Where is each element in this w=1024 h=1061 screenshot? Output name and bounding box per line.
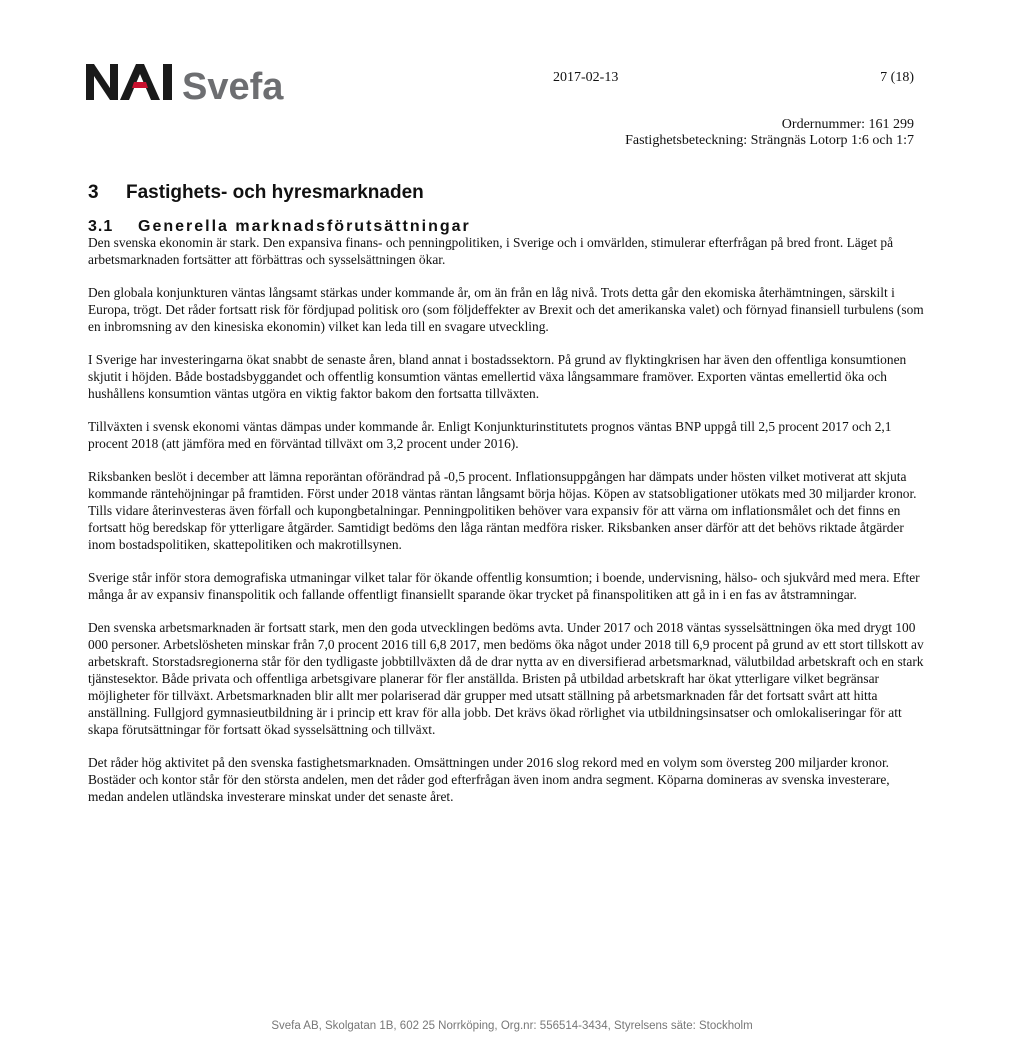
- document-date: 2017-02-13: [553, 70, 619, 85]
- paragraph: Den svenska arbetsmarknaden är fortsatt stark, men den goda utvecklingen bedöms avta. Under 2017 och 2018 väntas sysselsättningen öka med drygt 100 000 personer. Arbetslösheten minskar från 7,0 procent 2016 till 6,8 2017, men bedöms öka något under 2018 till 6,9 procent på grund av ett stort tillskott av arbetskraft. Storstadsregionerna står för den tydligaste jobbtillväxten då de drar nytta av en diversifierad arbetsmarknad, välutbildad arbetskraft och en stark tjänstesektor. Både privata och offentliga arbetsgivare planerar för fler anställda. Bristen på utbildad arbetskraft har ökat ytterligare vilket begränsar möjligheter för tillväxt. Arbetsmarknaden blir allt mer polariserad där grupper med utsatt ställning på arbetsmarknaden får det fortsatt svårt att hitta anställning. Fullgjord gymnasieutbildning är i princip ett krav för alla jobb. Det krävs ökad rörlighet via utbildningsinsatser och omlokaliseringar för att skapa förutsättningar för fortsatt ökad sysselsättning och tillväxt.: [88, 620, 924, 737]
- paragraph: Den svenska ekonomin är stark. Den expansiva finans- och penningpolitiken, i Sverige och i omvärlden, stimulerar efterfrågan på bred front. Läget på arbetsmarknaden fortsätter att förbättras och sysselsättningen ökar.: [88, 235, 894, 267]
- property-designation: Fastighetsbeteckning: Strängnäs Lotorp 1:6 och 1:7: [625, 133, 914, 148]
- page-number: 7 (18): [880, 70, 914, 85]
- section-title: Fastighets- och hyresmarknaden: [126, 182, 424, 203]
- subsection-number: 3.1: [88, 218, 114, 235]
- page-footer: Svefa AB, Skolgatan 1B, 602 25 Norrköping, Org.nr: 556514-3434, Styrelsens säte: Stockholm: [271, 1020, 753, 1032]
- company-logo: [86, 60, 346, 104]
- paragraph: Sverige står inför stora demografiska utmaningar vilket talar för ökande offentlig konsumtion; i boende, undervisning, hälso- och sjukvård med mera. Efter många år av expansiv finanspolitik och fallande offentligt finansiellt sparande ökar trycket på finanspolitiken att gå in i en fas av åtstramningar.: [88, 570, 920, 602]
- subsection-title: Generella marknadsförutsättningar: [138, 218, 471, 235]
- body-text: [88, 234, 928, 821]
- logo-svefa-text: Svefa: [182, 66, 284, 104]
- paragraph: Riksbanken beslöt i december att lämna reporäntan oförändrad på -0,5 procent. Inflationsuppgången har dämpats under hösten vilket motiverat att skjuta kommande räntehöjningar på framtiden. Först under 2018 väntas räntan långsamt börja höjas. Köpen av statsobligationer utökats med 30 miljarder kronor. Tills vidare återinvesteras även förfall och kupongbetalningar. Penningpolitiken behöver vara expansiv för att värna om inflationsmålet och det finns en fortsatt hög beredskap för ytterligare åtgärder. Samtidigt bedöms den låga räntan medföra risker. Riksbanken anser därför att det behövs riktade åtgärder inom bostadspolitiken, skattepolitiken och makrotillsynen.: [88, 469, 917, 552]
- section-heading: [88, 182, 424, 204]
- order-number: Ordernummer: 161 299: [781, 117, 914, 132]
- paragraph: Den globala konjunkturen väntas långsamt stärkas under kommande år, om än från en låg nivå. Trots detta går den ekomiska återhämtningen, särskilt i Europa, trögt. Det råder fortsatt risk för fördjupad politisk oro (som följdeffekter av Brexit och det amerikanska valet) och förnyad finansiell turbulens (som en inbromsning av den kinesiska ekonomin) vilket kan leda till en svagare utveckling.: [88, 285, 924, 334]
- nai-svefa-logo-icon: [86, 60, 346, 104]
- paragraph: I Sverige har investeringarna ökat snabbt de senaste åren, bland annat i bostadssektorn. På grund av flyktingkrisen har även den offentliga konsumtionen skjutit i höjden. Både bostadsbyggandet och offentlig konsumtion väntas emellertid växa långsammare framöver. Exporten väntas emellertid öka och hushållens konsumtion väntas utgöra en viktig faktor bakom den fortsatta tillväxten.: [88, 352, 907, 401]
- section-number: 3: [88, 182, 99, 203]
- paragraph: Det råder hög aktivitet på den svenska fastighetsmarknaden. Omsättningen under 2016 slog rekord med en volym som översteg 200 miljarder kronor. Bostäder och kontor står för den största andelen, men det råder god efterfrågan även inom andra segment. Köparna domineras av svenska investerare, medan andelen utländska investerare minskat under det senaste året.: [88, 755, 890, 804]
- paragraph: Tillväxten i svensk ekonomi väntas dämpas under kommande år. Enligt Konjunkturinstitutets prognos väntas BNP uppgå till 2,5 procent 2017 och 2,1 procent 2018 (att jämföra med en förväntad tillväxt om 3,2 procent under 2016).: [88, 419, 892, 451]
- document-meta: [625, 117, 914, 149]
